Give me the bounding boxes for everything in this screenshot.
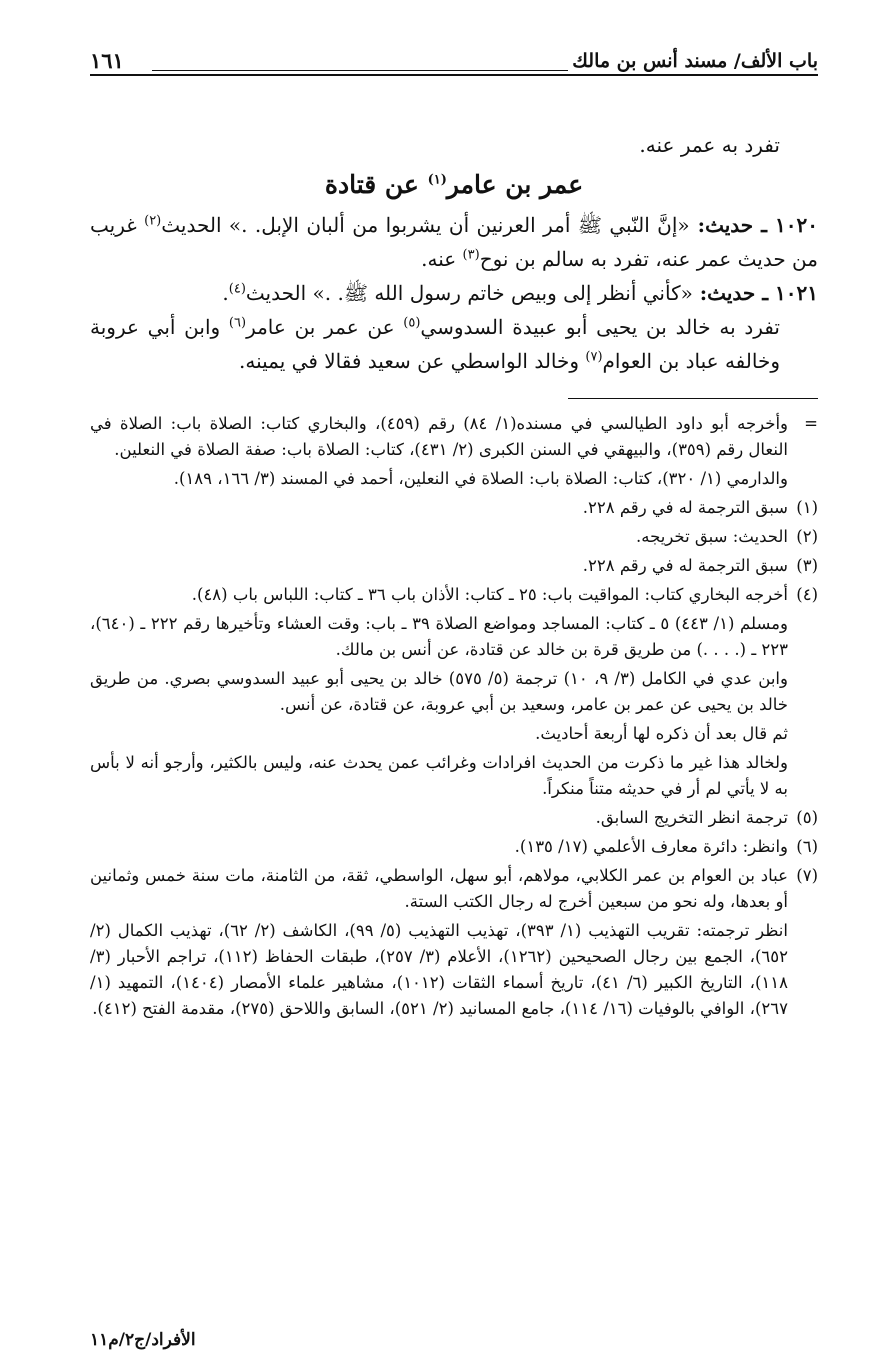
hadith-1020: [90, 208, 818, 276]
footnote-1: [90, 495, 818, 521]
footnote-4-more: ثم قال بعد أن ذكره لها أربعة أحاديث.: [535, 724, 788, 743]
footnote-continuation: والدارمي (١/ ٣٢٠)، كتاب: الصلاة باب: الصلاة في النعلين، أحمد في المسند (٣/ ١٦٦، ١٨٩).: [173, 469, 788, 488]
hadith-text: غريب من حديث عمر عنه، تفرد به سالم بن نوح: [90, 213, 818, 271]
footnote-2: [90, 524, 818, 550]
footnotes: [90, 411, 818, 1022]
footnote-text: عباد بن العوام بن عمر الكلابي، مولاهم، أبو سهل، الواسطي، ثقة، من الثامنة، مات سنة خمس وثمانين أو بعدها، وله نحو من سبعين أخرج له رجال الكتب الستة.: [90, 866, 788, 911]
footnote-7: [90, 863, 818, 915]
hadith-number: ١٠٢١ ـ حديث:: [692, 281, 818, 305]
footnote-7-more: انظر ترجمته: تقريب التهذيب (١/ ٣٩٣)، تهذيب التهذيب (٥/ ٩٩)، الكاشف (٢/ ٦٢)، تهذيب الكمال (٢/ ٦٥٢)، الجمع بين رجال الصحيحين (١٢٦٢)، الأعلام (٣/ ٢٥٧)، طبقات الحفاظ (١١٢)، تراجم الأحبار (٣/ ١١٨)، التاريخ الكبير (٦/ ٤١)، تاريخ أسماء الثقات (١٠١٢)، مشاهير علماء الأمصار (١٤٠٤)، التمهيد (١/ ٢٦٧)، الوافي بالوفيات (١٦/ ١١٤)، جامع المسانيد (٢/ ٥٢١)، السابق واللاحق (٢٧٥)، مقدمة الفتح (٤١٢).: [90, 921, 788, 1018]
signature-mark: الأفراد/ج٢/م١١: [90, 1330, 196, 1350]
hadith-text: .: [222, 281, 229, 305]
hadith-text: «كأني أنظر إلى وبيص خاتم رسول الله ﷺ. .» الحديث: [245, 281, 693, 305]
paragraph-text: عن عمر بن عامر: [246, 315, 404, 339]
footnote-mark: =: [804, 414, 818, 433]
footnote-mark: (٦): [796, 837, 818, 856]
footnote-4-more: ومسلم (١/ ٤٤٣) ٥ ـ كتاب: المساجد ومواضع الصلاة ٣٩ ـ باب: وقت العشاء وتأخيرها رقم ٢٢٢ ـ (٦٤٠)، ٢٢٣ ـ (. . . .) من طريق قرة بن خالد عن قتادة، عن أنس بن مالك.: [90, 614, 788, 659]
running-title: باب الألف/ مسند أنس بن مالك: [572, 50, 818, 72]
footnote-ref: (٤): [228, 281, 246, 297]
hadith-text: عنه.: [421, 247, 463, 271]
section-title: [90, 168, 818, 202]
footnote-continued: [90, 411, 818, 463]
footnote-6: [90, 834, 818, 860]
footnote-ref: (٦): [228, 315, 247, 331]
footnote-text: وانظر: دائرة معارف الأعلمي (١٧/ ١٣٥).: [514, 837, 788, 856]
main-text: [90, 128, 818, 378]
footnote-ref: (٢): [144, 213, 162, 229]
hadith-text: «إنَّ النّبي ﷺ أمر العرنين أن يشربوا من ألبان الإبل. .» الحديث: [161, 213, 690, 237]
header-rule: [152, 70, 568, 71]
footnote-text: الحديث: سبق تخريجه.: [635, 527, 788, 546]
section-title-name: عمر بن عامر: [446, 170, 584, 199]
footnote-text: سبق الترجمة له في رقم ٢٢٨.: [582, 556, 788, 575]
hadith-1021: [90, 276, 818, 310]
footnote-mark: (١): [796, 498, 818, 517]
footnote-mark: (٥): [796, 808, 818, 827]
hadith-number: ١٠٢٠ ـ حديث:: [689, 213, 818, 237]
footnote-4-more: ولخالد هذا غير ما ذكرت من الحديث افرادات وغرائب عمن يحدث عنه، وليس بالكثير، وأرجو أنه لا بأس به لا يأتي لم أر في حديثه متناً منكراً.: [90, 753, 788, 798]
footnote-mark: (٧): [796, 866, 818, 885]
footnote-3: [90, 553, 818, 579]
footnote-ref: (٥): [403, 315, 421, 331]
footnote-ref: (١): [427, 172, 447, 188]
section-title-rest: عن قتادة: [324, 170, 428, 199]
paragraph-text: وخالد الواسطي عن سعيد فقالا في يمينه.: [239, 349, 586, 373]
footnote-separator: [568, 398, 818, 399]
page-number: ١٦١: [90, 48, 124, 73]
footnote-text: ترجمة انظر التخريج السابق.: [595, 808, 788, 827]
footnote-4: [90, 582, 818, 608]
page-header: [90, 40, 818, 76]
footnote-mark: (٤): [796, 585, 818, 604]
paragraph-text: تفرد به خالد بن يحيى أبو عبيدة السدوسي: [420, 315, 780, 339]
footnote-5: [90, 805, 818, 831]
paragraph-text: وابن أبي عروبة وخالفه عباد بن العوام: [90, 315, 780, 373]
footnote-text: وأخرجه أبو داود الطيالسي في مسنده(١/ ٨٤) رقم (٤٥٩)، والبخاري كتاب: الصلاة باب: الصلاة في النعال رقم (٣٥٩)، والبيهقي في السنن الكبرى (٢/ ٤٣١)، كتاب: الصلاة باب: صفة الصلاة في النعلين.: [90, 414, 789, 459]
page: [90, 40, 818, 1025]
footnote-ref: (٣): [462, 247, 480, 263]
lead-line: تفرد به عمر عنه.: [639, 133, 780, 157]
footnote-mark: (٢): [796, 527, 818, 546]
footnote-mark: (٣): [796, 556, 818, 575]
footnote-text: أخرجه البخاري كتاب: المواقيت باب: ٢٥ ـ كتاب: الأذان باب ٣٦ ـ كتاب: اللباس باب (٤٨).: [191, 585, 788, 604]
footnote-ref: (٧): [585, 349, 603, 365]
footnote-4-more: وابن عدي في الكامل (٣/ ٩، ١٠) ترجمة (٥/ ٥٧٥) خالد بن يحيى أبو عبيد السدوسي بصري. من طريق خالد بن يحيى عن عمر بن عامر، وسعيد بن أبي عروبة، عن قتادة، عن أنس.: [90, 669, 788, 714]
tafarrud-paragraph: [90, 310, 818, 378]
footnote-text: سبق الترجمة له في رقم ٢٢٨.: [582, 498, 788, 517]
